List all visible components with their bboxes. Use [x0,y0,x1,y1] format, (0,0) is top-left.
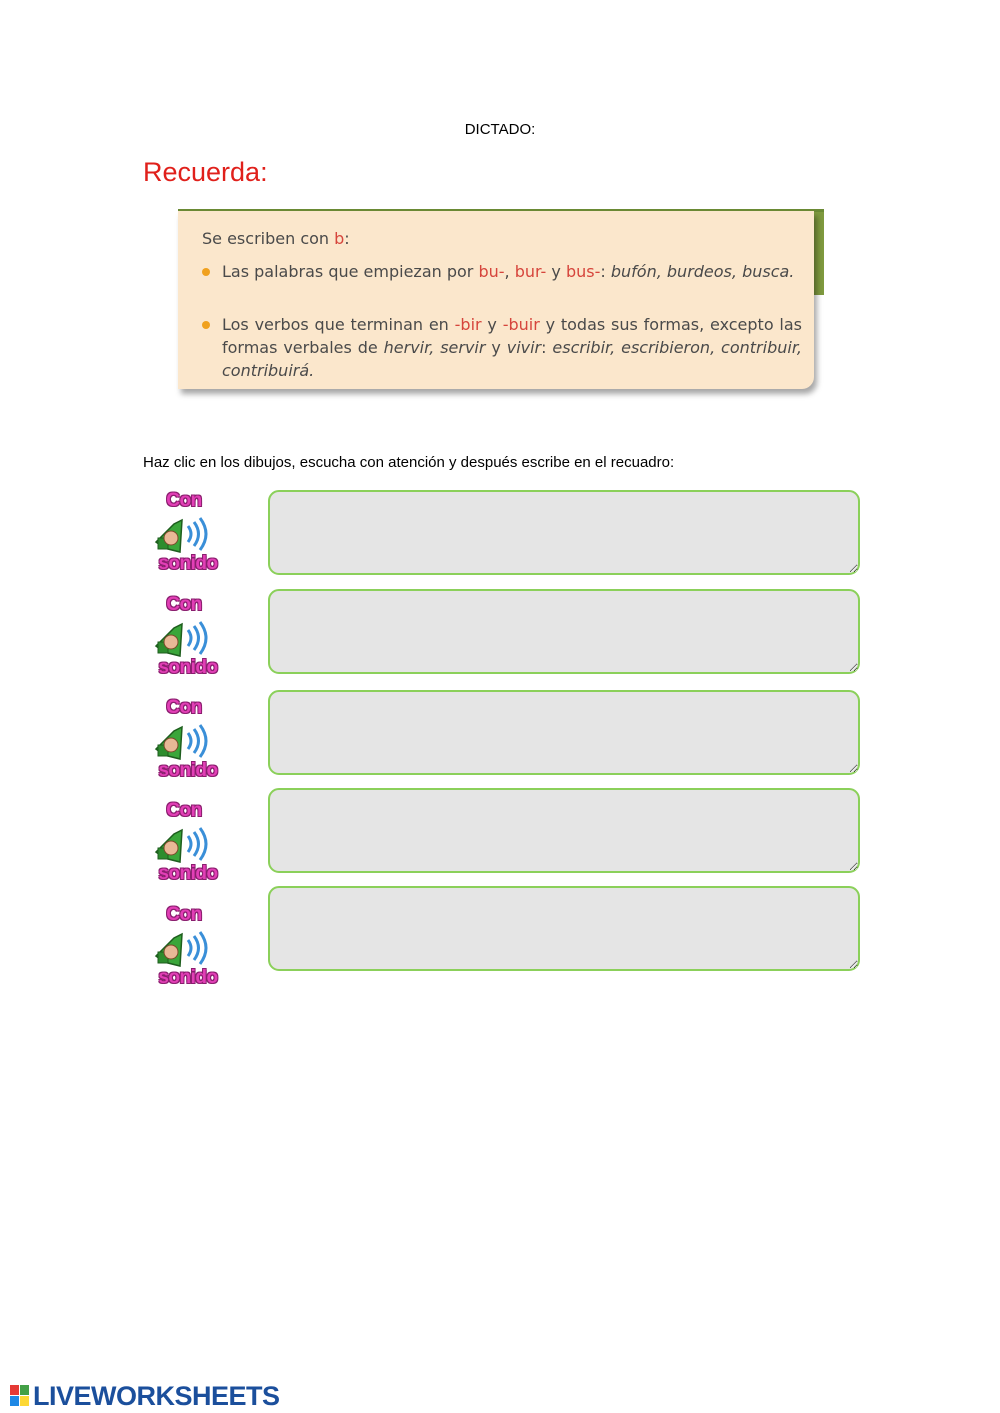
rule-text: y [481,315,503,334]
rule-highlight: -bir [454,315,482,334]
speaker-icon [154,618,218,658]
rule-examples: bufón, burdeos, busca. [610,262,795,281]
answer-field-4[interactable] [268,788,860,873]
audio-button-5[interactable] [152,904,224,990]
rule-text: Los verbos que terminan en [222,315,455,334]
rule-text: y [546,262,566,281]
answer-field-2[interactable] [268,589,860,674]
audio-button-1[interactable] [152,490,224,576]
audio-label-con: Con [166,594,202,615]
answer-field-5[interactable] [268,886,860,971]
rule-exceptions: vivir [506,338,542,357]
rule-examples: escribir, escribieron, contribuir, contribuirá. [222,338,803,380]
bullet-icon [202,321,210,329]
brand-name: LIVEWORKSHEETS [33,1381,280,1411]
audio-label-con: Con [166,490,202,511]
speaker-icon [154,514,218,554]
speaker-icon [154,824,218,864]
rule-highlight: bur- [514,262,547,281]
audio-label-sonido: sonido [158,657,218,678]
speaker-icon [154,928,218,968]
rule-highlight: bu- [478,262,505,281]
audio-label-sonido: sonido [158,967,218,988]
speaker-icon [154,721,218,761]
rule-text: , [504,262,515,281]
rule-intro-text: Se escriben con [202,229,335,248]
audio-label-con: Con [166,800,202,821]
audio-label-con: Con [166,904,202,925]
instruction-text: Haz clic en los dibujos, escucha con atención y después escribe en el recuadro: [143,454,675,471]
answer-field-3[interactable] [268,690,860,775]
rule-highlight: -buir [502,315,540,334]
audio-button-3[interactable] [152,697,224,783]
answer-field-1[interactable] [268,490,860,575]
bullet-icon [202,268,210,276]
rule-intro [202,229,350,248]
rule-text: : [541,338,553,357]
audio-button-4[interactable] [152,800,224,886]
page-title: DICTADO: [464,121,536,138]
rule-intro-end: : [344,229,350,248]
rule-text: Las palabras que empiezan por [222,262,479,281]
rule-text: y [485,338,507,357]
rule-item-1 [202,260,802,283]
audio-label-sonido: sonido [158,760,218,781]
rule-item-2 [202,313,802,382]
audio-label-sonido: sonido [158,863,218,884]
rule-intro-letter: b [334,229,345,248]
rule-text: : [600,262,611,281]
rule-text: y todas sus formas, excepto las formas verbales de [222,315,803,357]
liveworksheets-logo-icon [10,1385,30,1407]
audio-button-2[interactable] [152,594,224,680]
rule-box [178,209,824,399]
rule-card [178,211,814,389]
rule-exceptions: hervir, servir [383,338,486,357]
recuerda-heading: Recuerda: [143,157,268,187]
rule-highlight: bus- [565,262,601,281]
audio-label-sonido: sonido [158,553,218,574]
audio-label-con: Con [166,697,202,718]
